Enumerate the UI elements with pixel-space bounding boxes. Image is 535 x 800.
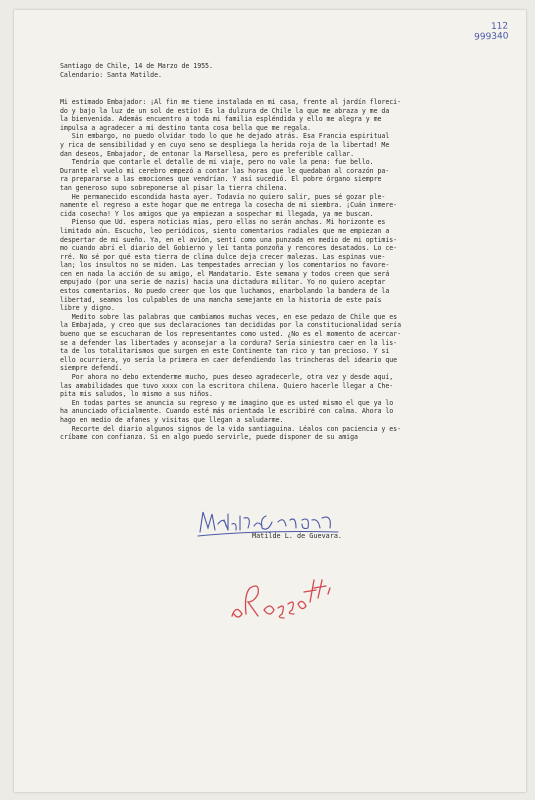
letter-line: se a defender las libertades y aconsejar a la cordura? Sería siniestro caer en la lis- <box>60 338 398 347</box>
letter-line: y rica de sensibilidad y en cuyo seno se despliega la herida roja de la libertad! Me <box>60 140 390 149</box>
letter-line: la Embajada, y creo que sus declaraciones tan decididas por la constitucionalidad sería <box>60 321 402 330</box>
typed-signature: Matilde L. de Guevara. <box>252 532 343 540</box>
letter-line: lan; los insultos no se miden. Las tempestades arrecian y los comentarios no favore- <box>60 261 390 270</box>
letter-line: la bienvenida. Además encuentro a toda mi familia espléndida y ello me alegra y me <box>60 115 382 124</box>
archive-number-line2: 999340 <box>473 31 509 43</box>
letter-line: ta de los totalitarismos que surgen en este Continente tan rico y tan precioso. Y si <box>60 347 390 356</box>
letter-line: empujado (por una serie de nazis) hacia una dictadura militar. Yo no quiero aceptar <box>60 278 386 287</box>
letter-line: dan deseos, Embajador, de entonar la Marsellesa, pero es preferible callar. <box>60 149 354 158</box>
letter-header <box>60 62 213 79</box>
letter-line: críbame con confianza. Si en algo puedo servirle, puede disponer de su amiga <box>60 433 358 442</box>
letter-page <box>14 10 526 792</box>
letter-line: hago en medio de afanes y visitas que llegan a saludarme. <box>60 415 284 424</box>
letter-line: do y bajo la luz de un sol de estío! Es la dulzura de Chile la que me abraza y me da <box>60 106 390 115</box>
letter-line: Pienso que Ud. espera noticias mías, pero ellas no serán anchas. Mi horizonte es <box>60 218 386 227</box>
letter-line: Durante el vuelo mi cerebro empezó a contar las horas que le quedaban al corazón pa- <box>60 166 390 175</box>
letter-line: He permanecido escondida hasta ayer. Todavía no quiero salir, pues sé gozar ple- <box>60 192 386 201</box>
recipient-annotation <box>224 570 354 630</box>
letter-line: namente el regreso a este hogar que me entrega la cosecha de mi siembra. ¡Cuán inmere- <box>60 201 398 210</box>
letter-line: cen en nada la acción de su amigo, el Mandatario. Este semana y todos creen que será <box>60 269 390 278</box>
letter-line: cida cosecha! Y los amigos que ya empiezan a sospechar mi llegada, ya me buscan. <box>60 209 374 218</box>
letter-line: ello ocurriera, yo sería la primera en caer defendiendo las trincheras del ideario que <box>60 355 398 364</box>
letter-line: ha anunciado oficialmente. Cuando esté más orientada le escribiré con calma. Ahora lo <box>60 407 394 416</box>
letter-line: Por ahora no debo extenderme mucho, pues deseo agradecerle, otra vez y desde aquí, <box>60 373 394 381</box>
letter-line: En todas partes se anuncia su regreso y me imagino que es usted mismo el que ya lo <box>60 398 394 407</box>
letter-line: impulsa a agradecer a mi destino tanta cosa bella que me regala. <box>60 123 311 132</box>
letter-line: ra prepararse a las emociones que vendrían. Y así sucedió. El pobre órgano siempre <box>60 175 382 184</box>
letter-line: despertar de mi sueño. Ya, en el avión, sentí como una punzada en medio de mi optimis- <box>60 235 398 244</box>
letter-line: estos comentarios. No puedo creer que los que luchamos, enarbolando la bandera de la <box>60 287 390 296</box>
letter-line: pita mis saludos, lo mismo a sus niños. <box>60 390 213 399</box>
archive-number-line1: 112 <box>490 21 508 33</box>
header-calendar: Calendario: Santa Matilde. <box>60 70 162 79</box>
letter-line: Mi estimado Embajador: ¡Al fin me tiene instalada en mi casa, frente al jardín floreci- <box>60 98 402 106</box>
red-pencil-annotation <box>224 570 354 630</box>
letter-line: las amabilidades que tuvo xxxx con la escritora chilena. Quiero hacerle llegar a Che- <box>60 381 394 390</box>
signature-block <box>194 506 394 556</box>
letter-line: Medito sobre las palabras que cambiamos muchas veces, en ese pedazo de Chile que es <box>60 312 398 321</box>
letter-line: siempre defendí. <box>60 364 123 373</box>
letter-body <box>60 98 520 442</box>
letter-line: rré. No sé por qué esta tierra de clima dulce deja crecer malezas. Las espinas vue- <box>60 252 386 261</box>
letter-line: mo cuando abrí el diario del Gobierno y leí tanta ponzoña y rencores desatados. Lo ce- <box>60 244 398 253</box>
letter-line: Tendría que contarle el detalle de mi viaje, pero no vale la pena: fue bello. <box>60 158 374 167</box>
letter-line: limitado aún. Escucho, leo periódicos, siento comentarios radiales que me empiezan a <box>60 226 390 235</box>
letter-line: Sin embargo, no puedo olvidar todo lo que he dejado atrás. Esa Francia espiritual <box>60 132 390 141</box>
header-date: Santiago de Chile, 14 de Marzo de 1955. <box>60 62 213 70</box>
letter-line: libertad, seamos los culpables de una mancha semejante en la historia de este país <box>60 295 382 304</box>
letter-line: Recorte del diario algunos signos de la vida santiaguina. Léalos con paciencia y es- <box>60 424 402 433</box>
archive-number <box>473 21 508 42</box>
letter-line: bueno que se escucharan de los representantes como usted. ¿No es el momento de acercar- <box>60 330 402 339</box>
letter-line: tan generoso supo sobreponerse al pisar la tierra chilena. <box>60 183 288 192</box>
letter-line: libre y digno. <box>60 304 115 313</box>
